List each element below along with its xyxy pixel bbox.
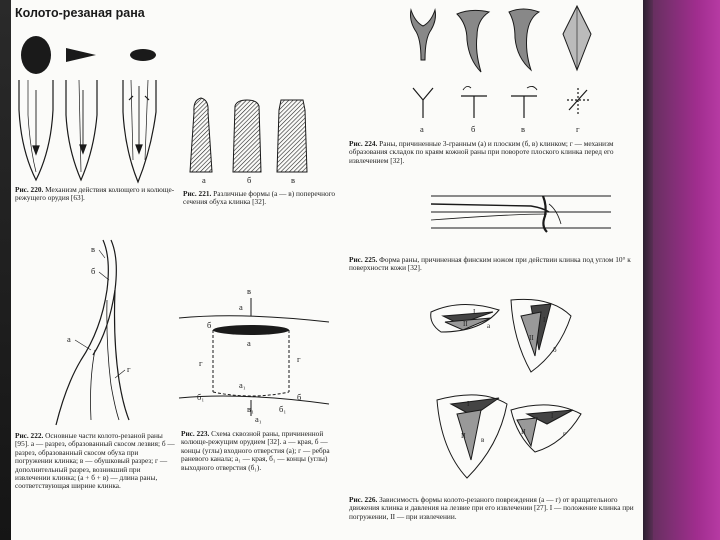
fig223-caption-number: Рис. 223.: [181, 429, 210, 438]
fig226-b-label-I: I: [543, 316, 546, 324]
fig225-caption-text: Форма раны, причиненная финским ножом при действии клинка под углом 10° к поверхности кожи [32].: [349, 255, 631, 273]
fig226-a-label-II: II: [463, 320, 468, 328]
fig222-label-g: г: [127, 364, 131, 374]
fig226-variant-b-icon: [511, 299, 571, 372]
fig223-label-b1-right: б₁: [279, 404, 287, 414]
fig223-label-g-left: г: [199, 358, 203, 368]
fig222-label-v: в: [91, 244, 96, 254]
fig222-caption-text: Основные части колото-резаной раны [95].: [15, 431, 163, 449]
scanned-page: [11, 0, 643, 540]
fig222-caption-number: Рис. 222.: [15, 431, 44, 440]
fig220-caption-number: Рис. 220.: [15, 185, 44, 194]
fig223-label-v1: в₁: [247, 404, 254, 414]
fig226-a-label: а: [487, 322, 491, 330]
fig226-v-label-I: I: [467, 400, 470, 408]
fig226-caption-number: Рис. 226.: [349, 495, 378, 504]
fig223-label-a-top: а: [239, 302, 243, 312]
fig221-label-a: а: [202, 175, 206, 185]
fig223-label-b-right: б: [297, 392, 302, 402]
fig220-caption-text: Механизм действия колющего и колюще-режущего орудия [63].: [15, 185, 175, 203]
fig226-g-label-II: II: [521, 428, 526, 436]
fig224-label-v: в: [521, 124, 526, 134]
fig221-label-c: в: [291, 175, 296, 185]
fig224-label-g: г: [576, 124, 580, 134]
fig226-g-label: г: [563, 430, 566, 438]
fig226-variant-v-icon: [437, 395, 507, 478]
fig222-caption-legend: а — разрез, образованный скосом лезвия; б — разрез, образованный скосом обуха при погружении клинка; в — обушковый разрез; г — дополнительный разрез, возникший при извлечении клинка; (а + б + в) — длина раны, соответствующая ширине клинка.: [15, 439, 175, 491]
decorative-side-band: [643, 0, 720, 540]
fig226-v-label: в: [481, 436, 485, 444]
page-title: Колото-резаная рана: [15, 6, 145, 20]
fig221-caption-text: Различные формы (а — в) поперечного сечения обуха клинка [32].: [183, 189, 336, 207]
fig223-caption-text: Схема сквозной раны, причиненной колюще-режущим орудием [32].: [181, 429, 324, 447]
fig226-drawing: [11, 0, 643, 500]
fig226-b-label-II: II: [529, 334, 534, 342]
fig226-v-label-II: II: [461, 432, 466, 440]
fig223-label-b1-left: б₁: [197, 392, 205, 402]
fig224-label-a: а: [420, 124, 424, 134]
fig224-caption-number: Рис. 224.: [349, 139, 378, 148]
fig226-b-label: б: [553, 346, 557, 354]
fig221-label-b: б: [247, 175, 252, 185]
fig222-label-b: б: [91, 266, 96, 276]
fig226-g-label-I: I: [551, 412, 554, 420]
fig225-caption-number: Рис. 225.: [349, 255, 378, 264]
fig223-label-g-right: г: [297, 354, 301, 364]
fig223-label-a1-bottom: а₁: [255, 414, 262, 424]
fig221-caption-number: Рис. 221.: [183, 189, 212, 198]
fig226-caption-legend: I — положение клинка при погружении, II — при извлечении.: [349, 503, 634, 521]
fig222-label-a: а: [67, 334, 71, 344]
fig223-label-a-bottom: а: [247, 338, 251, 348]
fig223-label-v: в: [247, 286, 252, 296]
left-edge-band: [0, 0, 11, 540]
fig226-caption-text: Зависимость формы колото-резаного повреждения (а — г) от вращательного движения клинка и давления на лезвие при его извлечении [27].: [349, 495, 618, 513]
fig223-label-a1-top: а₁: [239, 380, 246, 390]
fig223-label-b-left: б: [207, 320, 212, 330]
fig224-caption-text: Раны, причиненные 3-гранным (а) и плоским (б, в) клинком; г — механизм образования складок по краям кожной раны при повороте плоского клинка перед его извлечением [32].: [349, 139, 614, 165]
fig223-caption-legend: а — края, б — концы (углы) входного отверстия (а); г — ребра раневого канала; а₁ — края, б₁ — концы (углы) выходного отверстия (б₁).: [181, 437, 330, 472]
fig226-caption: [349, 496, 641, 521]
fig224-label-b: б: [471, 124, 476, 134]
fig226-a-label-I: I: [473, 308, 476, 316]
